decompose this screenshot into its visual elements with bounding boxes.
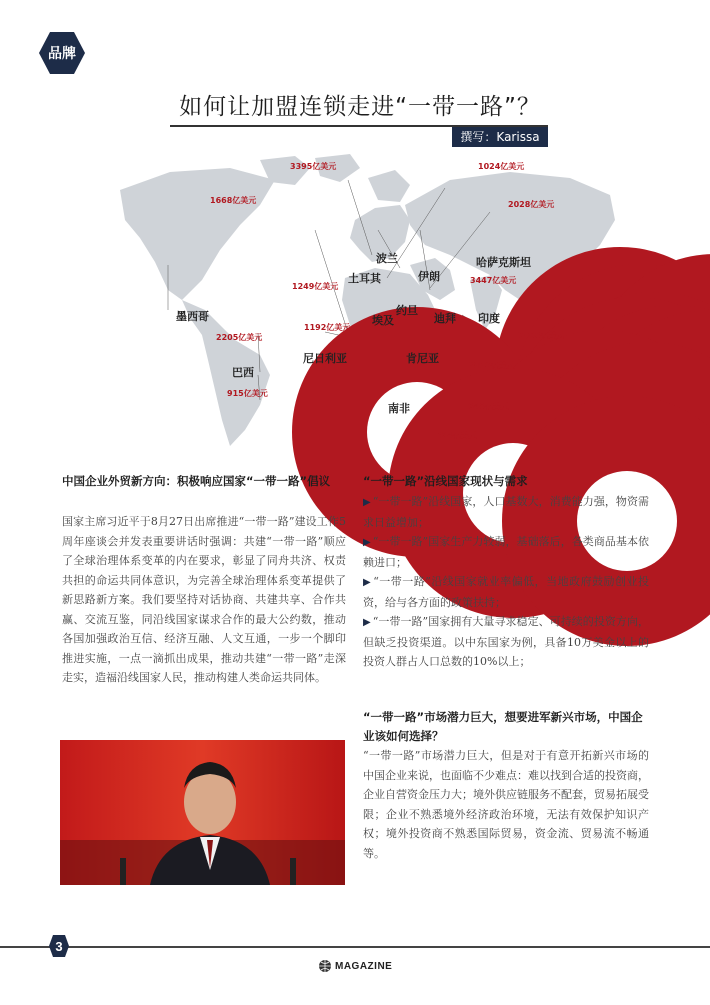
market-value: 2850亿美元 bbox=[468, 361, 515, 370]
market-value: 3447亿美元 bbox=[470, 276, 517, 285]
bullet-text: “一带一路”国家拥有大量寻求稳定、可持续的投资方向，但缺乏投资渠道。以中东国家为例，具备10万美金以上的投资人群占人口总数的10%以上； bbox=[363, 615, 649, 668]
triangle-bullet-icon: ▶ bbox=[363, 497, 371, 508]
triangle-bullet-icon: ▶ bbox=[363, 617, 371, 628]
city-label-mexico: 墨西哥 bbox=[176, 310, 209, 323]
market-value-callout bbox=[478, 164, 524, 172]
author-tag: 撰写：Karissa bbox=[452, 127, 548, 147]
market-value-callout bbox=[227, 391, 268, 399]
magazine-logo bbox=[318, 958, 392, 974]
city-label-south-africa: 南非 bbox=[388, 402, 410, 415]
market-value-callout bbox=[216, 335, 262, 343]
market-value: 1668亿美元 bbox=[210, 196, 257, 205]
market-potential-body bbox=[363, 746, 649, 863]
market-value-callout bbox=[508, 202, 554, 210]
market-value-callout bbox=[470, 278, 516, 286]
market-value: 648亿美元 bbox=[468, 402, 509, 411]
city-label-brazil: 巴西 bbox=[232, 366, 254, 379]
market-value: 2028亿美元 bbox=[508, 200, 555, 209]
market-value-callout bbox=[292, 284, 338, 292]
market-value-callout bbox=[290, 164, 336, 172]
page-number-badge bbox=[48, 934, 70, 958]
triangle-bullet-icon: ▶ bbox=[363, 577, 372, 588]
city-label-iran: 伊朗 bbox=[418, 270, 440, 283]
speaker-photo-icon bbox=[60, 740, 345, 885]
section-badge bbox=[38, 31, 86, 75]
market-value: 1249亿美元 bbox=[292, 282, 339, 291]
market-value: 7006亿美元 bbox=[518, 331, 565, 340]
city-label-egypt: 埃及 bbox=[372, 314, 394, 327]
market-potential-paragraph: “一带一路”市场潜力巨大，但是对于有意开拓新兴市场的中国企业来说，也面临不少难点：难以找到合适的投资商，企业自营资金压力大；境外供应链服务不配套，贸易拓展受限；企业不熟悉境外经济政治环境，无法有效保护知识产权；境外投资商不熟悉国际贸易，资金流、贸易流不畅通等。 bbox=[363, 749, 649, 860]
city-label-india: 印度 bbox=[478, 312, 500, 325]
needs-bullet-list bbox=[363, 492, 649, 672]
left-column-paragraph: 国家主席习近平于8月27日出席推进“一带一路”建设工作5周年座谈会并发表重要讲话时强调：共建“一带一路”顺应了全球治理体系变革的内在要求，彰显了同舟共济、权责共担的命运共同体意识，为完善全球治理体系变革提供了新思路新方案。我们要坚持对话协商、共建共享、合作共赢、交流互鉴，同沿线国家谋求合作的最大公约数，推动各国加强政治互信、经济互融、人文互通，一步一个脚印推进实施，一点一滴抓出成果，推动共建“一带一路”走深走实，造福沿线国家人民，推动构建人类命运共同体。 bbox=[62, 515, 346, 684]
market-value: 1192亿美元 bbox=[304, 323, 351, 332]
page-title: 如何让加盟连锁走进“一带一路”？ bbox=[179, 94, 541, 120]
page-number: 3 bbox=[55, 938, 63, 954]
bullet-item bbox=[363, 612, 649, 672]
market-value-callout bbox=[468, 404, 509, 412]
market-value-callout bbox=[436, 433, 477, 441]
bullet-text: “一带一路”沿线国家，人口基数大，消费能力强，物资需求日益增加； bbox=[363, 495, 649, 529]
footer-divider bbox=[0, 946, 710, 948]
city-label-turkey: 土耳其 bbox=[348, 272, 381, 285]
city-label-jordan: 约旦 bbox=[396, 304, 418, 317]
left-column-body bbox=[62, 512, 346, 688]
market-value-callout bbox=[518, 333, 564, 341]
city-label-kazakhstan: 哈萨克斯坦 bbox=[476, 256, 531, 269]
market-value: 915亿美元 bbox=[227, 389, 268, 398]
city-label-kenya: 肯尼亚 bbox=[406, 352, 439, 365]
bullet-item bbox=[363, 492, 649, 532]
market-potential-heading: “一带一路”市场潜力巨大，想要进军新兴市场，中国企业该如何选择？ bbox=[363, 710, 643, 743]
bullet-text: “一带一路”沿线国家就业率偏低，当地政府鼓励创业投资，给与各方面的政策扶持； bbox=[363, 575, 649, 609]
bullet-item bbox=[363, 532, 649, 572]
city-label-poland: 波兰 bbox=[376, 252, 398, 265]
market-value-callout bbox=[210, 198, 256, 206]
bullet-item bbox=[363, 572, 649, 612]
section-badge-label: 品牌 bbox=[48, 46, 76, 62]
triangle-bullet-icon: ▶ bbox=[363, 537, 371, 548]
market-value: 2205亿美元 bbox=[216, 333, 263, 342]
magazine-logo-text: MAGAZINE bbox=[335, 960, 393, 972]
city-label-nigeria: 尼日利亚 bbox=[303, 352, 347, 365]
world-map bbox=[110, 150, 620, 450]
market-value: 3395亿美元 bbox=[290, 162, 337, 171]
right-column-heading: “一带一路”沿线国家现状与需求 bbox=[363, 474, 528, 488]
bullet-text: “一带一路”国家生产力较弱，基础落后，各类商品基本依赖进口； bbox=[363, 535, 649, 569]
market-value-callout bbox=[304, 325, 350, 333]
globe-logo-icon bbox=[318, 959, 332, 973]
market-value-callout bbox=[468, 363, 514, 371]
market-value: 1024亿美元 bbox=[478, 162, 525, 171]
market-value: 524亿美元 bbox=[436, 431, 477, 440]
left-column-heading: 中国企业外贸新方向：积极响应国家“一带一路”倡议 bbox=[62, 474, 331, 488]
portrait-photo bbox=[60, 740, 345, 885]
city-label-dubai: 迪拜 bbox=[434, 312, 456, 325]
